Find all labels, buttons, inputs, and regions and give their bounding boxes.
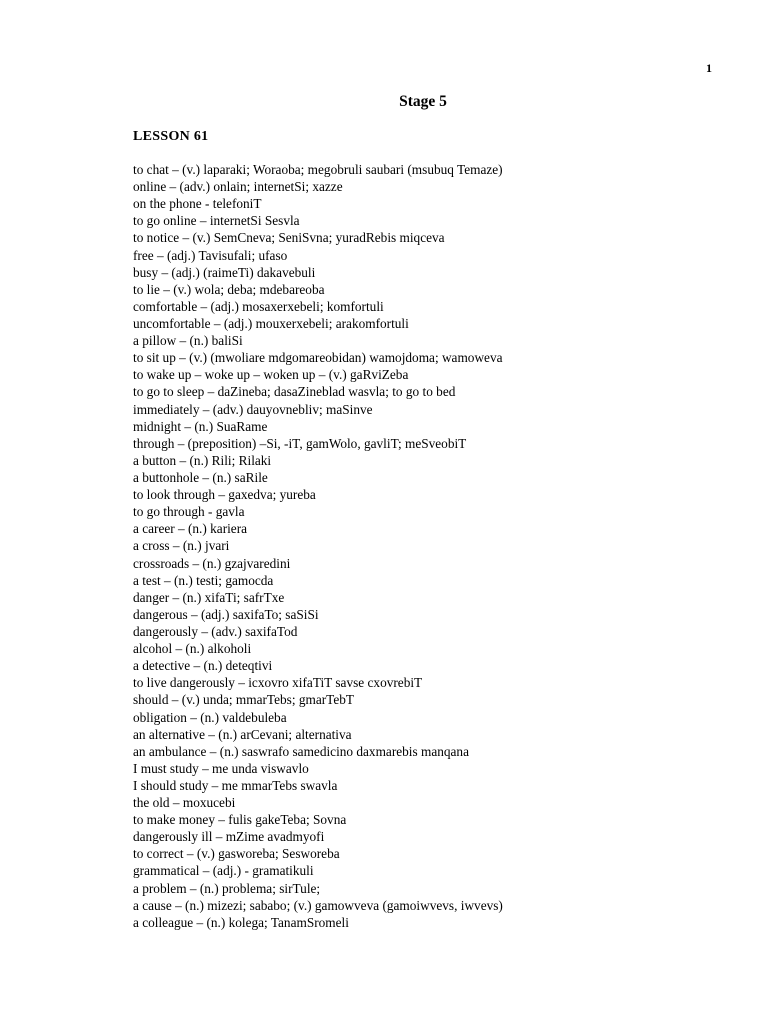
vocabulary-entry: to lie – (v.) wola; deba; mdebareoba — [133, 281, 325, 297]
vocabulary-entry: danger – (n.) xifaTi; safrTxe — [133, 589, 285, 605]
vocabulary-entry: an alternative – (n.) arCevani; alternativa — [133, 726, 352, 742]
vocabulary-entry: to look through – gaxedva; yureba — [133, 487, 316, 503]
vocabulary-entry: to go through - gavla — [133, 504, 245, 520]
vocabulary-entry: a colleague – (n.) kolega; TanamSromeli — [133, 914, 349, 930]
vocabulary-entry: a detective – (n.) deteqtivi — [133, 658, 273, 674]
vocabulary-entry: busy – (adj.) (raimeTi) dakavebuli — [133, 264, 316, 280]
vocabulary-entry: alcohol – (n.) alkoholi — [133, 641, 252, 657]
vocabulary-entry: to go to sleep – daZineba; dasaZineblad wasvla; to go to bed — [133, 384, 456, 400]
lesson-heading: LESSON 61 — [133, 129, 209, 144]
vocabulary-entry: a buttonhole – (n.) saRile — [133, 469, 268, 485]
vocabulary-entry: the old – moxucebi — [133, 795, 236, 811]
vocabulary-entry: dangerously – (adv.) saxifaTod — [133, 623, 298, 639]
page-number: 1 — [706, 61, 712, 75]
vocabulary-entry: a button – (n.) Rili; Rilaki — [133, 452, 272, 468]
vocabulary-entry: to wake up – woke up – woken up – (v.) gaRviZeba — [133, 367, 409, 383]
vocabulary-entry: online – (adv.) onlain; internetSi; xazze — [133, 179, 343, 195]
vocabulary-entry: a cross – (n.) jvari — [133, 538, 230, 554]
vocabulary-entry: free – (adj.) Tavisufali; ufaso — [133, 247, 288, 263]
vocabulary-entry: I must study – me unda viswavlo — [133, 760, 309, 776]
vocabulary-entry: grammatical – (adj.) - gramatikuli — [133, 863, 314, 879]
vocabulary-entry: uncomfortable – (adj.) mouxerxebeli; arakomfortuli — [133, 315, 409, 331]
vocabulary-entry: to go online – internetSi Sesvla — [133, 213, 300, 229]
vocabulary-list — [133, 161, 503, 931]
vocabulary-entry: a test – (n.) testi; gamocda — [133, 572, 274, 588]
vocabulary-entry: a career – (n.) kariera — [133, 521, 248, 537]
vocabulary-entry: obligation – (n.) valdebuleba — [133, 709, 287, 725]
vocabulary-entry: a cause – (n.) mizezi; sababo; (v.) gamowveva (gamoiwvevs, iwvevs) — [133, 897, 503, 913]
vocabulary-entry: on the phone - telefoniT — [133, 196, 262, 212]
vocabulary-entry: to sit up – (v.) (mwoliare mdgomareobidan) wamojdoma; wamoweva — [133, 350, 503, 366]
vocabulary-entry: midnight – (n.) SuaRame — [133, 418, 268, 434]
vocabulary-entry: to correct – (v.) gasworeba; Sesworeba — [133, 846, 340, 862]
vocabulary-entry: to make money – fulis gakeTeba; Sovna — [133, 812, 347, 828]
vocabulary-entry: through – (preposition) –Si, -iT, gamWolo, gavliT; meSveobiT — [133, 435, 467, 451]
vocabulary-entry: should – (v.) unda; mmarTebs; gmarTebT — [133, 692, 355, 708]
vocabulary-entry: to chat – (v.) laparaki; Woraoba; megobruli saubari (msubuq Temaze) — [133, 162, 503, 177]
vocabulary-entry: crossroads – (n.) gzajvaredini — [133, 555, 291, 571]
vocabulary-entry: immediately – (adv.) dauyovnebliv; maSinve — [133, 401, 373, 417]
vocabulary-entry: to notice – (v.) SemCneva; SeniSvna; yuradRebis miqceva — [133, 230, 445, 246]
vocabulary-entry: dangerously ill – mZime avadmyofi — [133, 829, 325, 845]
vocabulary-entry: a problem – (n.) problema; sirTule; — [133, 880, 321, 896]
stage-title: Stage 5 — [399, 93, 447, 110]
vocabulary-entry: a pillow – (n.) baliSi — [133, 333, 243, 349]
vocabulary-entry: I should study – me mmarTebs swavla — [133, 777, 338, 793]
vocabulary-entry: comfortable – (adj.) mosaxerxebeli; komfortuli — [133, 298, 384, 314]
vocabulary-entry: an ambulance – (n.) saswrafo samedicino daxmarebis manqana — [133, 743, 469, 759]
vocabulary-entry: to live dangerously – icxovro xifaTiT savse cxovrebiT — [133, 675, 423, 691]
vocabulary-entry: dangerous – (adj.) saxifaTo; saSiSi — [133, 606, 319, 622]
